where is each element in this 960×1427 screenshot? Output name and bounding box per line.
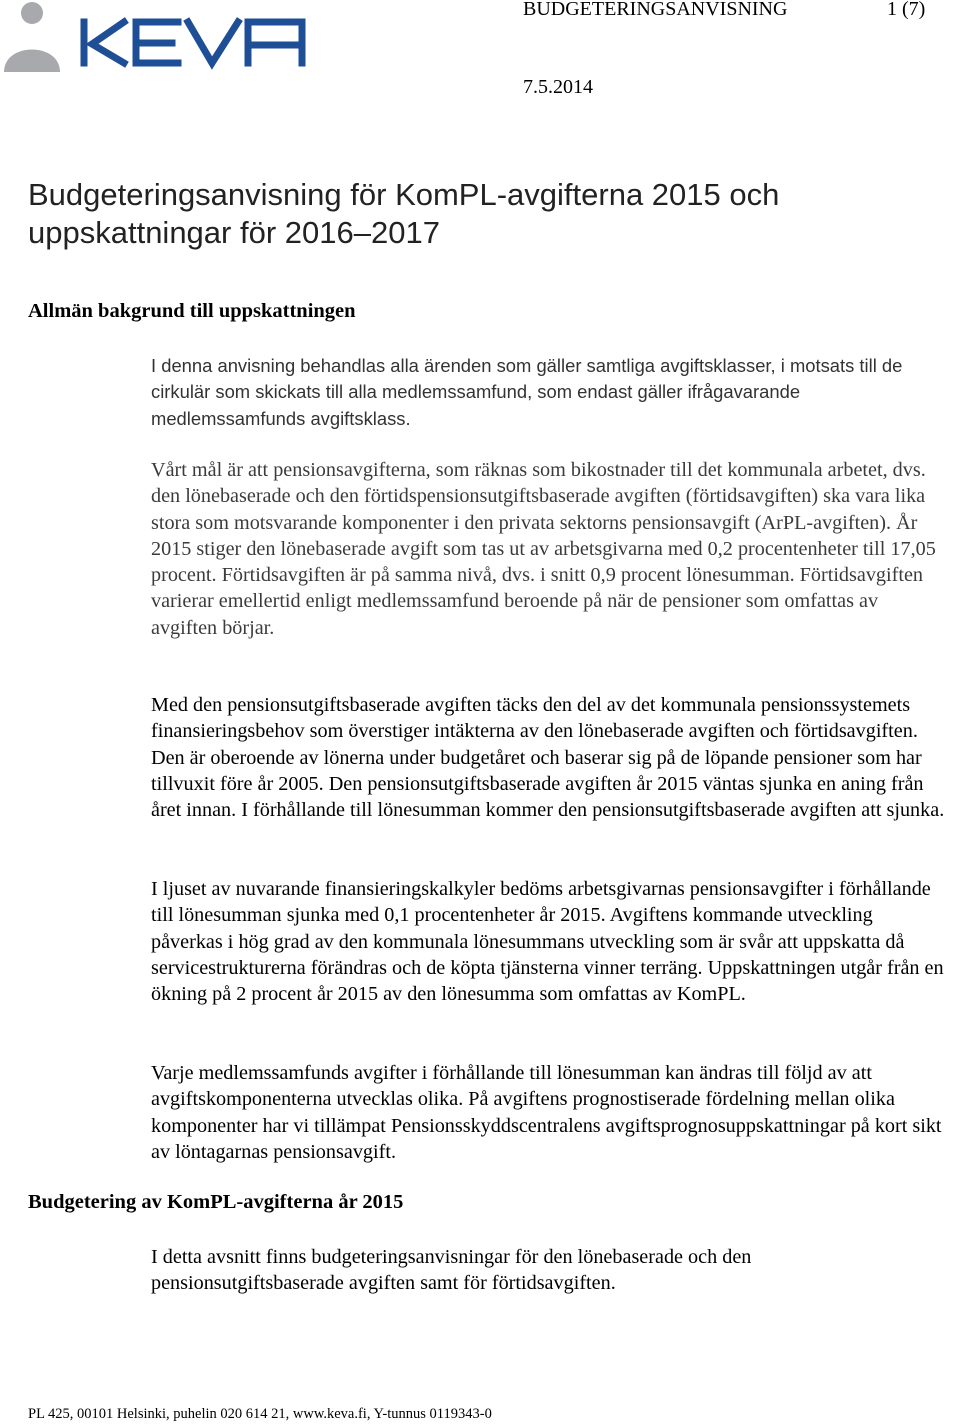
section-heading-budgeting: Budgetering av KomPL-avgifterna år 2015 [28,1191,404,1213]
logo-mark [4,2,60,72]
paragraph-goal: Vårt mål är att pensionsavgifterna, som räknas som bikostnader till det kommunala arbetet, dvs. den lönebaserade och den förtidspensionsutgiftsbaserade avgiften (förtidsavgiften) ska vara lika stora som motsvarande komponenter i den privata sektorns pensionsavgift (ArPL-avgiften). År 2015 stiger den lönebaserade avgift som tas ut av arbetsgivarna med 0,2 procentenheter till 17,05 procent. Förtidsavgiften är på samma nivå, dvs. i snitt 0,9 procent lönesumman. Förtidsavgiften varierar emellertid enligt medlemssamfund beroende på när de pensioner som omfattas av avgiften börjar. [151,459,936,639]
paragraph-intro: I denna anvisning behandlas alla ärenden som gäller samtliga avgiftsklasser, i motsats till de cirkulär som skickats till alla medlemssamfund, som endast gäller ifrågavarande medlemssamfunds avgiftsklass. [151,355,903,429]
logo-wordmark [84,22,302,63]
section-heading-background: Allmän bakgrund till uppskattningen [28,300,356,322]
keva-logo [0,0,320,80]
document-title: Budgeteringsanvisning för KomPL-avgifterna 2015 och uppskattningar för 2016–2017 [28,177,780,250]
paragraph-estimate: I ljuset av nuvarande finansieringskalkyler bedöms arbetsgivarnas pensionsavgifter i förhållande till lönesumman sjunka med 0,1 procentenheter år 2015. Avgiftens kommande utveckling påverkas i hög grad av den kommunala lönesummans utveckling som är svår att uppskatta då servicestrukturerna förändras och de köpta tjänsterna vinner terräng. Uppskattningen utgår från en ökning på 2 procent år 2015 av den lönesumma som omfattas av KomPL. [151,878,944,1006]
document-date: 7.5.2014 [523,76,593,98]
paragraph-member-fees: Varje medlemssamfunds avgifter i förhållande till lönesumman kan ändras till följd av att avgiftskomponenterna utvecklas olika. På avgiftens prognostiserade fördelning mellan olika komponenter har vi tillämpat Pensionsskyddscentralens avgiftsprognosuppskattningar på kort sikt av löntagarnas pensionsavgift. [151,1062,942,1163]
page-footer: PL 425, 00101 Helsinki, puhelin 020 614 21, www.keva.fi, Y-tunnus 0119343-0 [28,1406,492,1422]
document-type: BUDGETERINGSANVISNING [523,0,788,20]
page-number: 1 (7) [887,0,926,20]
paragraph-pension-expenditure-fee: Med den pensionsutgiftsbaserade avgiften täcks den del av det kommunala pensionssystemets finansieringsbehov som överstiger intäkterna av den lönebaserade avgiften och förtidsavgiften. Den är oberoende av lönerna under budgetåret och baserar sig på de löpande pensioner som har tillvuxit före år 2005. Den pensionsutgiftsbaserade avgiften år 2015 väntas sjunka en aning från året innan. I förhållande till lönesumman kommer den pensionsutgiftsbaserade avgiften att sjunka. [151,694,945,822]
paragraph-section-intro: I detta avsnitt finns budgeteringsanvisningar för den lönebaserade och den pensionsutgiftsbaserade avgiften samt för förtidsavgiften. [151,1246,752,1295]
